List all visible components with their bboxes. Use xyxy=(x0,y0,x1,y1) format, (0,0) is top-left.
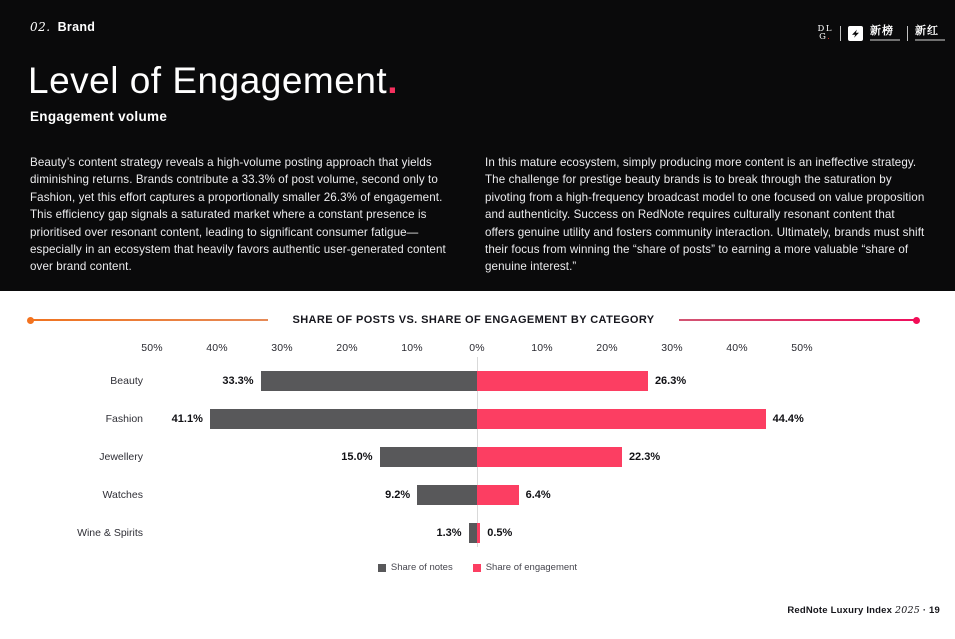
section-number: 02. xyxy=(30,20,51,34)
xinhong-name: 新红 xyxy=(915,24,939,37)
logo-divider xyxy=(907,26,908,41)
x-axis-tick-label: 40% xyxy=(726,342,748,354)
footer-year: 2025 xyxy=(894,605,920,616)
engagement-value-label: 0.5% xyxy=(487,527,513,539)
x-axis-tick-label: 30% xyxy=(661,342,683,354)
legend-label: Share of engagement xyxy=(485,562,578,573)
notes-value-label: 9.2% xyxy=(385,489,411,501)
legend-swatch xyxy=(378,564,386,572)
engagement-value-label: 26.3% xyxy=(654,375,687,387)
dlg-logo-line1: DL xyxy=(817,24,833,34)
page-footer: RedNote Luxury Index 2025 · 19 xyxy=(787,605,940,616)
category-label: Jewellery xyxy=(99,451,143,463)
engagement-bar xyxy=(477,447,622,467)
chart-row xyxy=(0,371,955,391)
legend-item xyxy=(378,562,453,573)
orange-dot xyxy=(27,317,34,324)
notes-bar xyxy=(261,371,477,391)
dlg-logo-line2: G. xyxy=(819,32,832,42)
notes-value-label: 1.3% xyxy=(436,527,462,539)
pink-dot xyxy=(913,317,920,324)
legend-swatch xyxy=(473,564,481,572)
xinhong-subtext-line xyxy=(915,39,945,41)
x-axis-tick-label: 20% xyxy=(336,342,358,354)
engagement-bar xyxy=(477,409,766,429)
engagement-value-label: 44.4% xyxy=(772,413,804,425)
newrank-logo xyxy=(870,26,900,41)
x-axis-tick-label: 30% xyxy=(271,342,293,354)
category-label: Watches xyxy=(102,489,143,501)
x-axis-tick-label: 50% xyxy=(791,342,813,354)
chart-header xyxy=(28,314,919,326)
notes-bar xyxy=(380,447,478,467)
category-label: Wine & Spirits xyxy=(77,527,143,539)
x-axis-tick-label: 0% xyxy=(469,342,485,354)
chart-row xyxy=(0,409,955,429)
legend-label: Share of notes xyxy=(390,562,453,573)
engagement-bar xyxy=(477,523,480,543)
title-accent-dot: . xyxy=(387,60,398,101)
x-axis-tick-label: 10% xyxy=(531,342,553,354)
legend-item xyxy=(473,562,577,573)
chart-row xyxy=(0,447,955,467)
page-number: 19 xyxy=(929,605,940,616)
newrank-name: 新榜 xyxy=(870,24,894,37)
engagement-bar xyxy=(477,371,648,391)
body-copy xyxy=(30,154,925,276)
newrank-subtext-line xyxy=(870,39,900,41)
engagement-value-label: 22.3% xyxy=(628,451,661,463)
notes-value-label: 41.1% xyxy=(171,413,203,425)
chart-row xyxy=(0,523,955,543)
section-label xyxy=(30,20,95,34)
x-axis-tick-label: 10% xyxy=(401,342,423,354)
chart-legend xyxy=(0,562,955,573)
x-axis-tick-label: 20% xyxy=(596,342,618,354)
lightning-icon xyxy=(848,26,863,41)
page-title: Level of Engagement. xyxy=(28,60,398,101)
category-label: Beauty xyxy=(110,375,143,387)
chart-title: SHARE OF POSTS VS. SHARE OF ENGAGEMENT BY CATEGORY xyxy=(292,314,655,326)
category-label: Fashion xyxy=(105,413,143,425)
paragraph-right: In this mature ecosystem, simply producing more content is an ineffective strategy. The challenge for prestige beauty brands is to break through the saturation by pivoting from a high-frequency broadcast model to one focused on value proposition and authenticity. Success on RedNote requires culturally resonant content that offers genuine utility and fosters community interaction. Ultimately, brands must shift their focus from winning the “share of posts” to earning a more valuable “share of genuine interest.” xyxy=(485,156,925,274)
page-subtitle: Engagement volume xyxy=(30,109,168,124)
chart-header-line-left xyxy=(28,319,268,321)
xinhong-logo xyxy=(915,26,945,41)
notes-bar xyxy=(469,523,477,543)
notes-bar xyxy=(417,485,477,505)
x-axis-ticks xyxy=(0,342,955,356)
x-axis-tick-label: 50% xyxy=(141,342,163,354)
notes-bar xyxy=(210,409,477,429)
logo-bar xyxy=(818,21,945,45)
engagement-value-label: 6.4% xyxy=(525,489,551,501)
paragraph-left: Beauty’s content strategy reveals a high-volume posting approach that yields diminishing returns. Brands contribute a 33.3% of post volume, second only to Fashion, yet this effort captures a proportionally smaller 26.3% of engagement. This efficiency gap signals a saturated market where a constant presence is prioritised over resonant content, leading to significant consumer fatigue—especially in an ecosystem that heavily favors authentic user-generated content over brand content. xyxy=(30,156,446,274)
notes-value-label: 33.3% xyxy=(222,375,254,387)
dlg-logo xyxy=(818,25,833,41)
logo-divider xyxy=(840,26,841,41)
chart-row xyxy=(0,485,955,505)
section-name: Brand xyxy=(57,20,96,34)
chart-panel xyxy=(0,291,955,639)
engagement-bar xyxy=(477,485,519,505)
chart-header-line-right xyxy=(679,319,919,321)
x-axis-tick-label: 40% xyxy=(206,342,228,354)
notes-value-label: 15.0% xyxy=(341,451,373,463)
